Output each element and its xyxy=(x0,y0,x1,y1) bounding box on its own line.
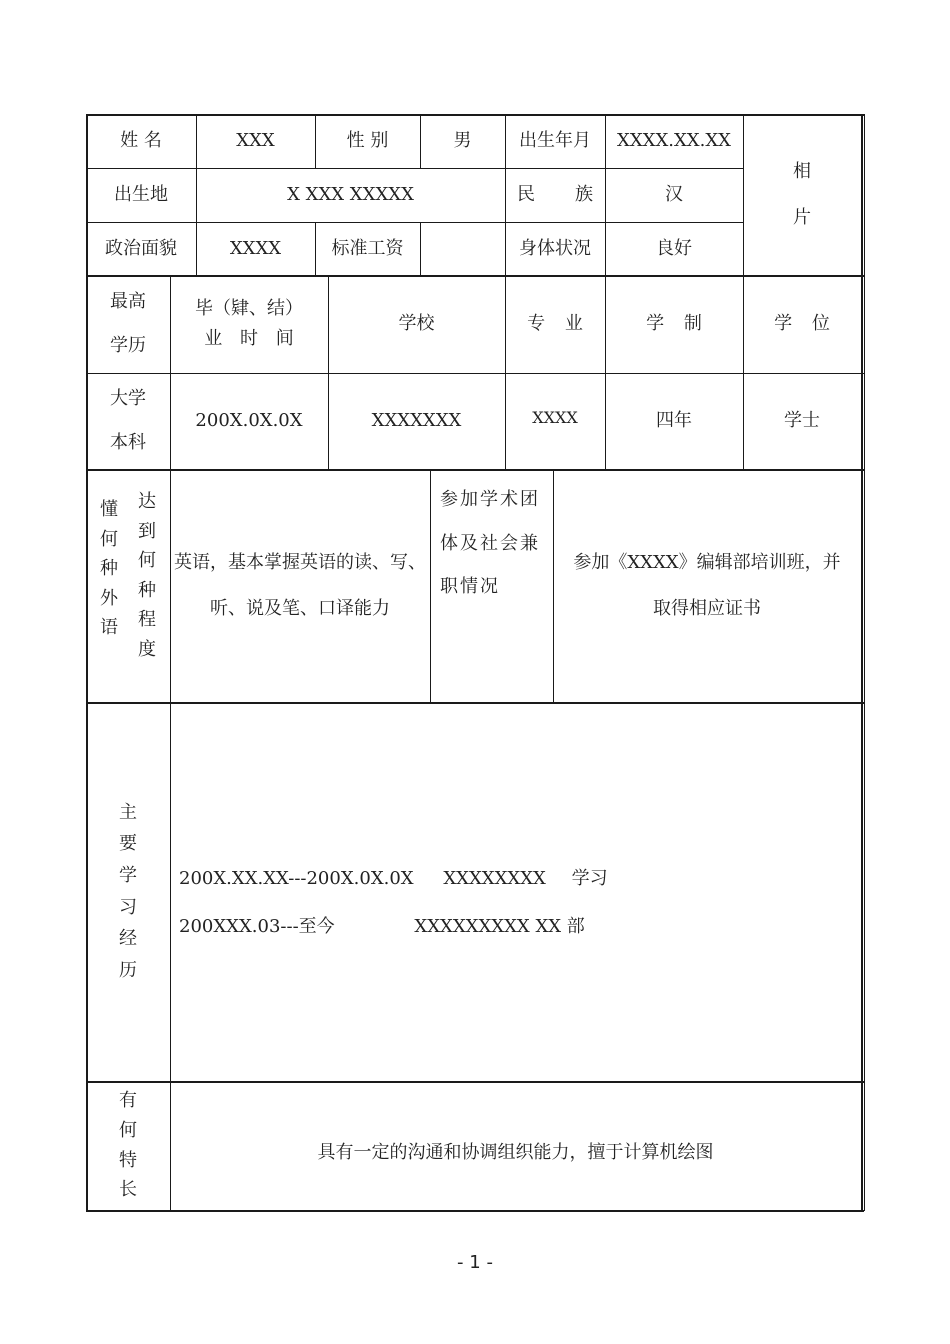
border-bottom xyxy=(86,1210,864,1212)
grad-time-header-2: 业 时 间 xyxy=(204,328,294,349)
dob-value: XXXX.XX.XX xyxy=(617,130,731,152)
study-entry-1-dates: 200X.XX.XX---200X.0X.0X xyxy=(179,868,414,889)
study-label-char: 主 xyxy=(119,801,137,823)
ethnicity-label-1: 民 xyxy=(517,184,535,206)
language-label-char: 程 xyxy=(138,609,156,631)
study-label xyxy=(86,702,170,1081)
degree-header: 学 位 xyxy=(774,313,830,335)
study-history xyxy=(170,702,861,1081)
activities-value xyxy=(553,469,861,702)
edu-level-label-1: 最高 xyxy=(110,291,146,313)
study-entry-1-role: 学习 xyxy=(571,868,608,889)
edu-level-value-2: 本科 xyxy=(110,432,146,453)
ethnicity-value: 汉 xyxy=(665,184,683,206)
language-label-right xyxy=(138,491,156,661)
politics-value: XXXX xyxy=(229,237,282,259)
name-label: 姓 名 xyxy=(120,130,162,152)
language-label-left xyxy=(100,495,118,639)
language-label-char: 外 xyxy=(100,587,118,609)
dob-label: 出生年月 xyxy=(519,130,591,152)
duration-value: 四年 xyxy=(656,410,692,432)
edu-level-label xyxy=(86,275,170,373)
study-entry-2 xyxy=(179,912,585,938)
ethnicity-label xyxy=(505,168,605,222)
activities-label-1: 参加学术团 xyxy=(440,489,540,510)
page-number: - 1 - xyxy=(457,1252,493,1273)
birthplace-value: X XXX XXXXX xyxy=(287,184,414,206)
border-right xyxy=(861,114,863,1211)
border-right-outer xyxy=(864,114,865,1211)
salary-label: 标准工资 xyxy=(331,237,404,259)
language-label-char: 懂 xyxy=(100,499,118,520)
grad-time-header xyxy=(170,275,328,373)
edu-level-value xyxy=(86,373,170,469)
salary-value xyxy=(420,222,505,275)
birthplace-label: 出生地 xyxy=(114,184,168,206)
duration-header: 学 制 xyxy=(646,313,702,335)
activities-value-2: 取得相应证书 xyxy=(652,597,761,619)
specialty-label-char: 长 xyxy=(119,1179,137,1201)
language-label-char: 到 xyxy=(138,520,156,542)
photo-label-2: 片 xyxy=(793,206,811,228)
politics-label: 政治面貌 xyxy=(105,237,177,259)
edu-level-label-2: 学历 xyxy=(110,335,146,356)
grad-time-header-1: 毕（肄、结） xyxy=(195,298,303,320)
study-label-char: 习 xyxy=(119,896,137,918)
degree-value: 学士 xyxy=(784,410,820,432)
language-value xyxy=(170,469,430,702)
language-label xyxy=(86,469,170,702)
ethnicity-label-2: 族 xyxy=(575,184,593,206)
specialty-label xyxy=(86,1081,170,1210)
gender-value: 男 xyxy=(453,130,472,152)
school-header: 学校 xyxy=(398,313,435,335)
language-label-char: 种 xyxy=(100,558,118,580)
language-label-char: 语 xyxy=(100,617,118,639)
language-label-char: 何 xyxy=(138,550,156,572)
study-entry-2-dates: 200XXX.03---至今 xyxy=(179,916,335,937)
specialty-label-char: 何 xyxy=(119,1119,137,1141)
activities-value-1: 参加《XXXX》编辑部培训班，并 xyxy=(573,551,841,573)
school-value: XXXXXXX xyxy=(371,410,462,432)
specialty-label-char: 特 xyxy=(119,1149,137,1171)
language-value-2: 听、说及笔、口译能力 xyxy=(210,597,390,619)
specialty-label-char: 有 xyxy=(119,1090,137,1112)
photo-label-1: 相 xyxy=(793,160,811,182)
language-label-char: 何 xyxy=(100,528,118,550)
language-label-char: 种 xyxy=(138,579,156,601)
study-entry-1-place: XXXXXXXX xyxy=(443,868,546,889)
major-header: 专 业 xyxy=(527,313,583,335)
language-label-char: 度 xyxy=(138,638,156,660)
activities-label-3: 职情况 xyxy=(440,576,500,598)
study-entry-2-place: XXXXXXXXX XX 部 xyxy=(414,916,585,937)
name-value: XXX xyxy=(236,130,275,152)
health-value: 良好 xyxy=(656,237,692,259)
gender-label: 性 别 xyxy=(346,130,389,152)
study-label-char: 要 xyxy=(119,833,137,855)
health-label: 身体状况 xyxy=(519,237,591,259)
study-label-char: 经 xyxy=(119,928,137,950)
specialty-value: 具有一定的沟通和协调组织能力，擅于计算机绘图 xyxy=(317,1141,714,1163)
photo-cell xyxy=(743,114,861,275)
activities-label-2: 体及社会兼 xyxy=(440,532,540,554)
language-label-char: 达 xyxy=(138,491,156,512)
study-label-char: 历 xyxy=(119,959,137,981)
activities-label xyxy=(430,469,553,702)
major-value: XXXX xyxy=(532,408,578,428)
language-value-1: 英语，基本掌握英语的读、写、 xyxy=(174,551,426,573)
study-entry-1 xyxy=(179,864,608,890)
edu-level-value-1: 大学 xyxy=(110,388,146,410)
grad-time-value: 200X.0X.0X xyxy=(195,410,303,432)
study-label-char: 学 xyxy=(119,864,137,886)
